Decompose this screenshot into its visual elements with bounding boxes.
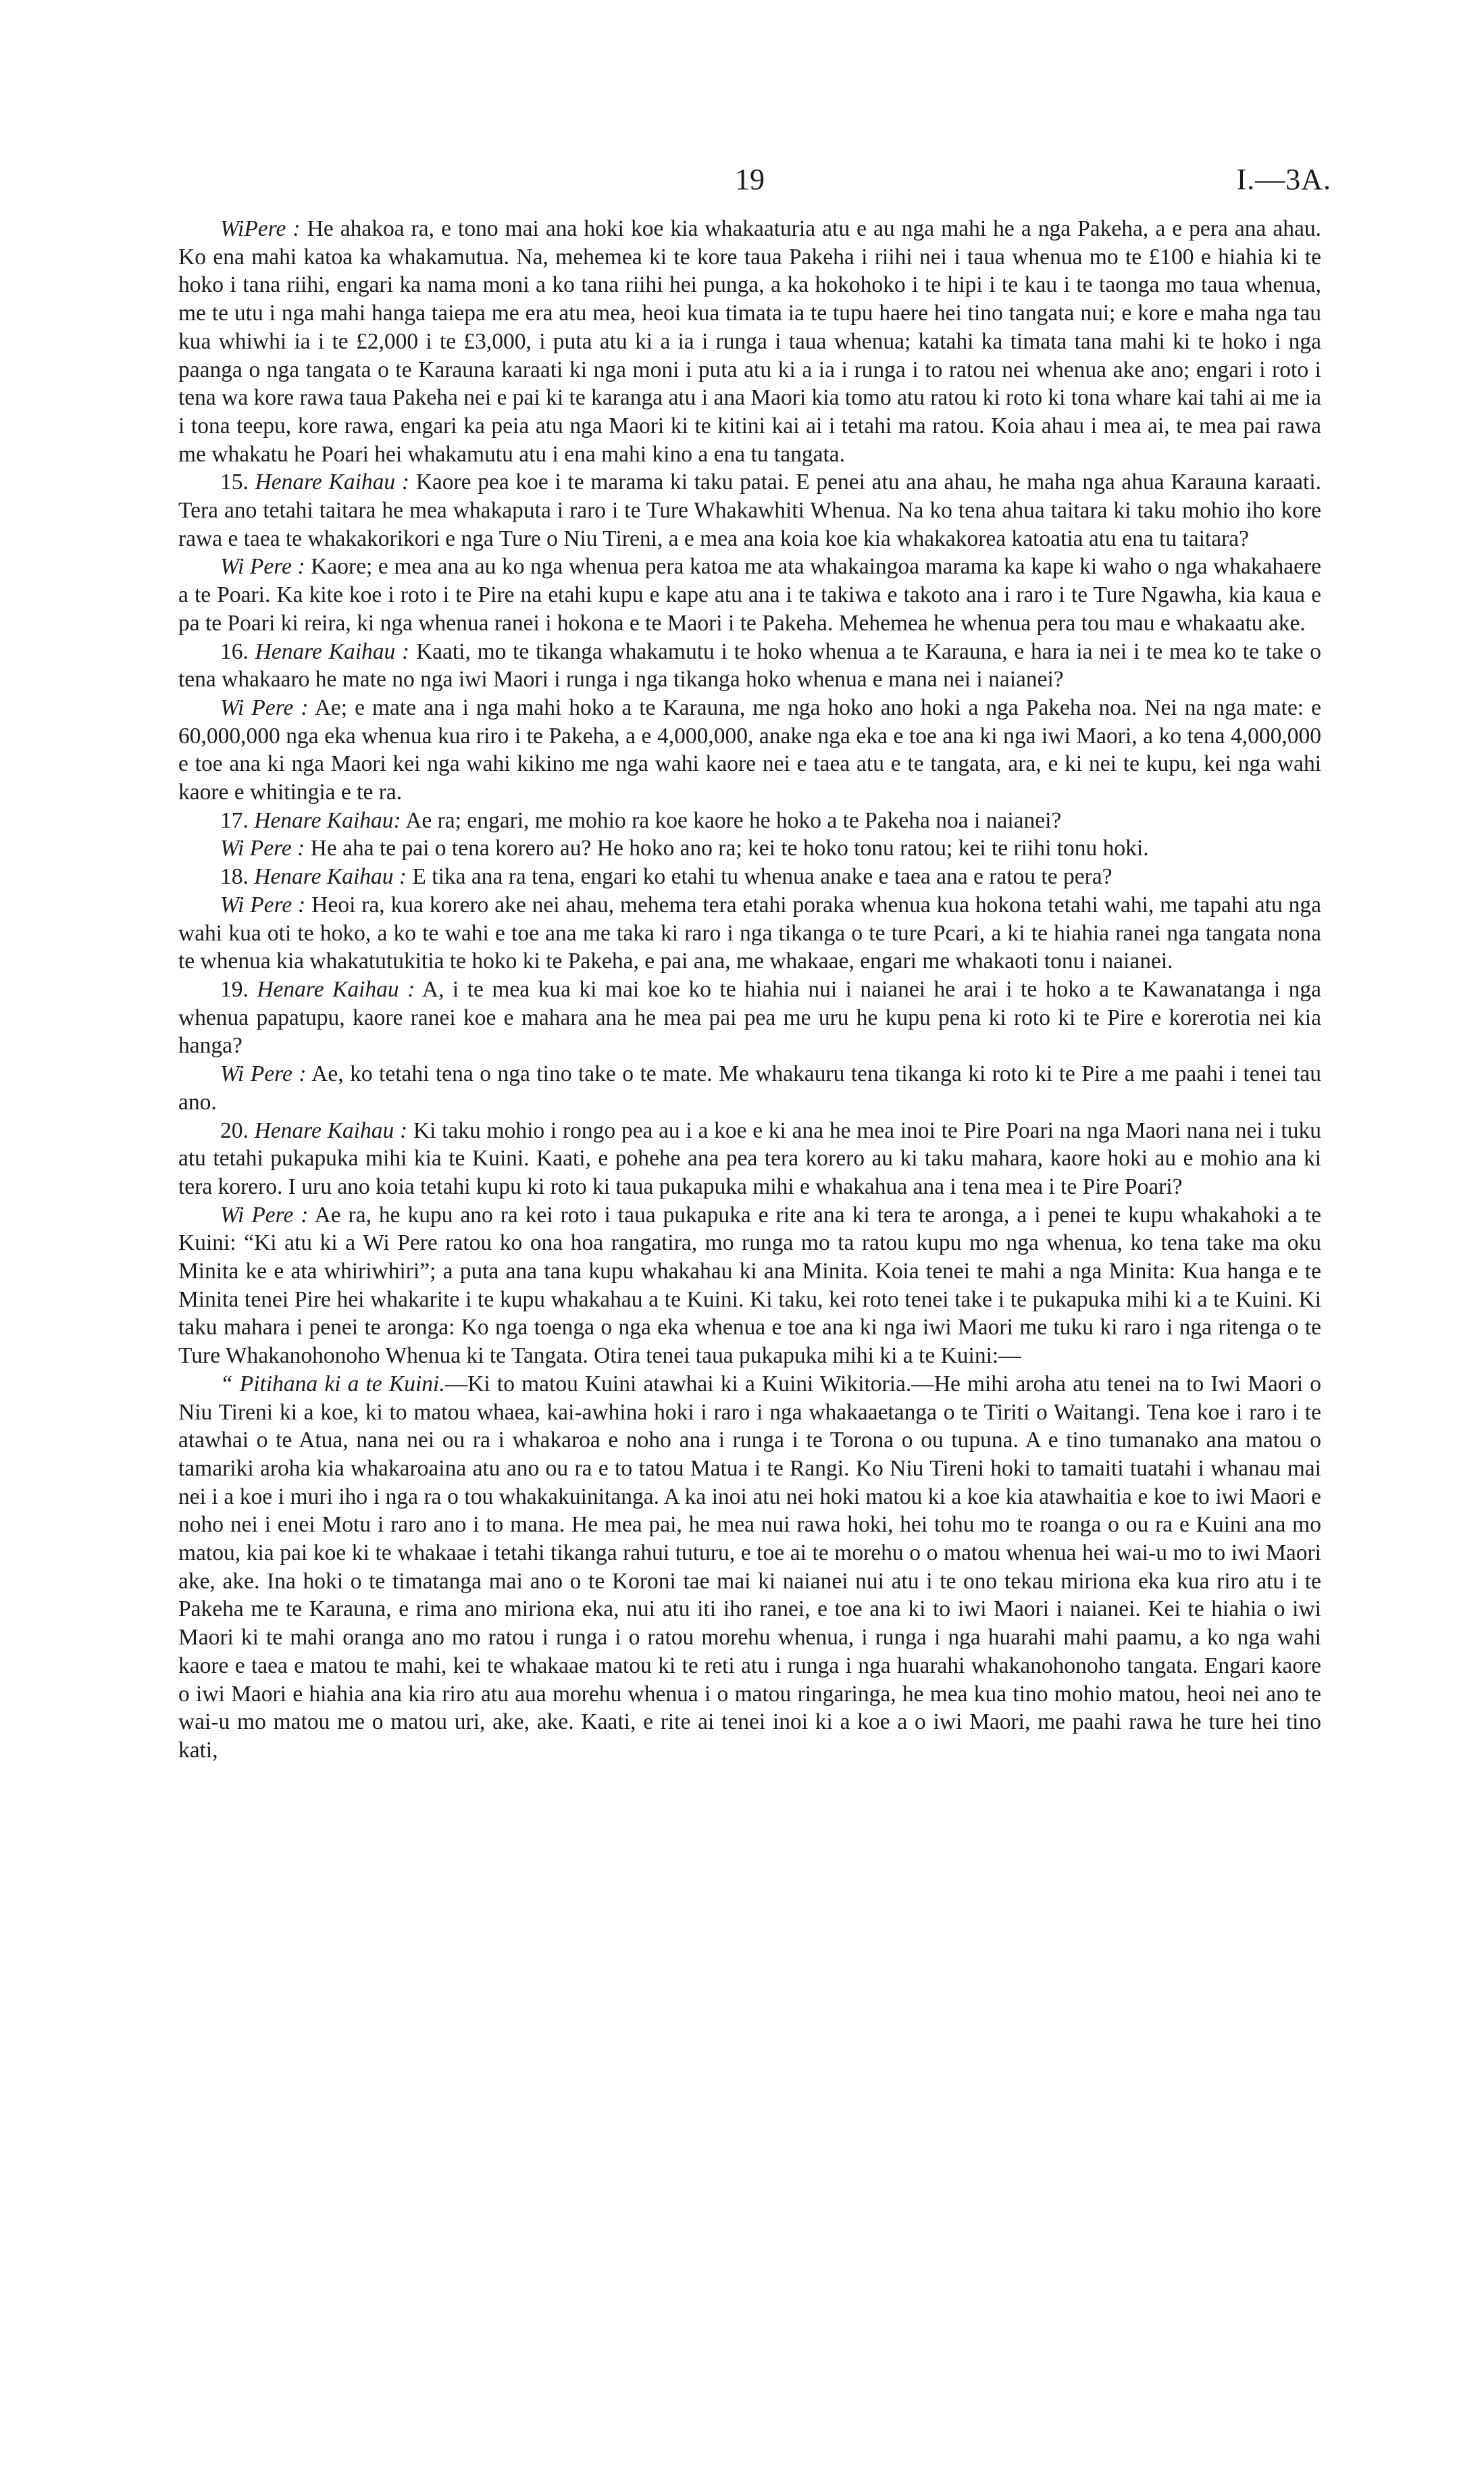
paragraph-text: He aha te pai o tena korero au? He hoko ano ra; kei te hoko tonu ratou; kei te riihi tonu hoki. [305,836,1149,861]
paragraph-text: Ae, ko tetahi tena o nga tino take o te mate. Me whakauru tena tikanga ki roto ki te Pire a me paahi i tenei tau ano. [178,1061,1321,1115]
paragraph-text: —Ki to matou Kuini atawhai ki a Kuini Wikitoria.—He mihi aroha atu tenei na to Iwi Maori o Niu Tireni ki a koe, ki to matou whaea, kai-awhina hoki i raro i nga whakaaetanga o te Tiriti o Waitangi. Tena koe i raro i te atawhai o te Atua, nana nei ou ra i whakaroa e noho ana i runga i te Torona o ou tupuna. A e tino tumanako ana matou o tamariki aroha kia whakaroaina atu ano ou ra e to tatou Matua i te Rangi. Ko Niu Tireni hoki to tamaiti tuatahi i whanau mai nei i a koe i muri iho i nga ra o tou whakakuinitanga. A ka inoi atu nei hoki matou ki a koe kia atawhaitia e koe to iwi Maori e noho nei i enei Motu i raro ano i to mana. He mea pai, he mea nui rawa hoki, hei tohu mo te roanga o ou ra e Kuini ana mo matou, kia pai koe ki te whakaae i tetahi tikanga rahui tuturu, e toe ai te morehu o o matou whenua hei wai-u mo to iwi Maori ake, ake. Ina hoki o te timatanga mai ano o te Koroni tae mai ki naianei nui atu i te ono tekau miriona eka kua riro atu i te Pakeha me te Karauna, e rima ano miriona eka, nui atu iti iho ranei, e toe ana ki to iwi Maori i naianei. Kei te hiahia o iwi Maori ki te mahi oranga ano mo ratou i runga i o ratou morehu whenua, i runga i nga huarahi mahi paamu, a ko nga wahi kaore e taea e matou te mahi, kei te whakaae matou ki te reti atu i runga i nga huarahi whakanohonoho tangata. Engari kaore o iwi Maori e hiahia ana kia riro atu aua morehu whenua i o matou ringaringa, he mea kua tino mohio matou, heoi nei ano te wai-u mo matou me o matou uri, ake, ake. Kaati, e rite ai tenei inoi ki a koe a o iwi Maori, me paahi rawa he ture hei tino kati, [178,1371,1322,1763]
paragraph-text: A, i te mea kua ki mai koe ko te hiahia nui i naianei he arai i te hoko a te Kawanatanga i nga whenua papatupu, kaore ranei koe e mahara ana he mea pai pea me uru he kupu pena ki roto ki te Pire e korerotia nei kia hanga? [178,976,1321,1059]
body-text [178,215,1321,1765]
question-number: 17. [220,807,249,833]
speaker-name: Henare Kaihau: [254,807,401,833]
speaker-name: Wi Pere : [220,1061,307,1087]
paragraph [178,638,1321,694]
speaker-name: Henare Kaihau : [255,470,410,495]
speaker-name: Wi Pere : [220,892,306,917]
paragraph [178,976,1321,1060]
paragraph-text: Ki taku mohio i rongo pea au i a koe e ki ana he mea inoi te Pire Poari na nga Maori nana nei i tuku atu tetahi pukapuka mihi kia te Kuini. Kaati, e pohehe ana pea tera korero au ki taku mahara, kaore hoki au e mohio ana ki tera korero. I uru ano koia tetahi kupu ki roto ki taua pukapuka mihi e whakahua ana i tena mea i te Pire Poari? [178,1117,1321,1199]
paragraph [178,694,1321,807]
paragraph [178,215,1321,468]
paragraph-text: Kaati, mo te tikanga whakamutu i te hoko whenua a te Karauna, e hara ia nei i te mea ko te take o tena whakaaro he mate no nga iwi Maori i runga i nga tikanga hoko whenua e mana nei i naianei? [178,638,1321,693]
paragraph [178,468,1321,553]
paragraph-text: Kaore; e mea ana au ko nga whenua pera katoa me ata whakaingoa marama ka kape ki waho o nga whakahaere a te Poari. Ka kite koe i roto i te Pire na etahi kupu e kape atu ana i te takiwa e takoto ana i raro i te Ture Ngawha, kia kaua e pa te Poari ki reira, ki nga whenua ranei i hokona e te Maori i te Pakeha. Mehemea he whenua pera tou mau e whakaatu ake. [178,554,1321,636]
paragraph-text: Kaore pea koe i te marama ki taku patai. E penei atu ana ahau, he maha nga ahua Karauna karaati. Tera ano tetahi taitara he mea whakaputa i raro i te Ture Whakawhiti Whenua. Na ko tena ahua taitara ki taku mohio iho kore rawa e taea te whakakorikori e nga Ture o Niu Tireni, a e mea ana koia koe kia whakakorea katoatia atu ena tu taitara? [178,470,1321,551]
speaker-name: Wi Pere : [220,554,305,580]
paragraph-text: He ahakoa ra, e tono mai ana hoki koe kia whakaaturia atu e au nga mahi he a nga Pakeha, a e pera ana ahau. Ko ena mahi katoa ka whakamutua. Na, mehemea ki te kore taua Pakeha i riihi nei i taua whenua mo te £100 e hiahia ki te hoko i tana riihi, engari ka nama moni a ko tana riihi hei punga, a ka hokohoko i te hipi i te kau i te taonga mo taua whenua, me te utu i nga mahi hanga taiepa me era atu mea, heoi kua timata ia te tupu haere hei tino tangata nui; e kore e maha nga tau kua whiwhi ia i te £2,000 i te £3,000, i puta atu ki a ia i runga i taua whenua; katahi ka timata tana mahi ki te hoko i nga paanga o nga tangata o te Karauna karaati ki nga moni i puta atu ki a ia i runga i to ratou nei whenua ake ano; engari i roto i tena wa kore rawa taua Pakeha nei e pai ki te karanga atu i ana Maori kia tomo atu ratou ki roto ki tona whare kai tahi ai me ia i tona teepu, kore rawa, engari ka peia atu nga Maori ki te kitini kai ai i tetahi ma ratou. Koia ahau i mea ai, te mea pai rawa me whakatu he Poari hei whakamutu atu i ena mahi kino a ena tu tangata. [178,216,1322,467]
speaker-name: Henare Kaihau : [254,864,407,890]
paragraph [178,1370,1321,1765]
question-number: 18. [220,864,249,890]
paragraph-text: Ae ra, he kupu ano ra kei roto i taua pukapuka e rite ana ki tera te aronga, a i penei te kupu whakahoki a te Kuini: “Ki atu ki a Wi Pere ratou ko ona hoa rangatira, mo runga mo ta ratou kupu mo nga whenua, ko tena take ma oku Minita ke e ata whiriwhiri”; a puta ana tana kupu whakahau ki ana Minita. Koia tenei te mahi a nga Minita: Kua hanga e te Minita tenei Pire hei whakarite i te kupu whakahau a te Kuini. Ki taku, kei roto tenei take i te pukapuka mihi ki a te Kuini. Ki taku mahara i penei te aronga: Ko nga toenga o nga eka whenua e toe ana ki nga iwi Maori me tuku ki raro i nga ritenga o te Ture Whakanohonoho Whenua ki te Tangata. Otira tenei taua pukapuka mihi ki a te Kuini:— [178,1202,1321,1369]
paragraph [178,807,1321,835]
petition-title: “ Pitihana ki a te Kuini. [220,1371,445,1396]
speaker-name: Henare Kaihau : [255,638,410,664]
speaker-name: Wi Pere : [220,695,309,720]
speaker-name: Henare Kaihau : [257,976,415,1002]
paragraph-text: E tika ana ra tena, engari ko etahi tu whenua anake e taea ana e ratou te pera? [407,864,1112,890]
paragraph [178,834,1321,863]
paragraph-text: Heoi ra, kua korero ake nei ahau, mehema tera etahi poraka whenua kua hokona tetahi wahi, me tapahi atu nga wahi kua oti te hoko, a ko te wahi e toe ana me taka ki raro i nga tikanga o te ture Pcari, a ki te hiahia ranei nga tangata nona te whenua kia whakatutukitia te hoko ki te Pakeha, e pai ana, me whakaae, engari me whakaoti tonu i naianei. [178,892,1321,974]
speaker-name: Wi Pere : [220,836,305,861]
paragraph-text: Ae ra; engari, me mohio ra koe kaore he hoko a te Pakeha noa i naianei? [401,807,1062,833]
question-number: 15. [220,470,249,495]
document-reference: I.—3A. [1236,163,1331,196]
speaker-name: WiPere : [220,216,301,241]
paragraph [178,863,1321,891]
speaker-name: Wi Pere : [220,1202,309,1228]
paragraph [178,1060,1321,1116]
speaker-name: Henare Kaihau : [254,1117,408,1143]
question-number: 19. [220,976,249,1002]
paragraph [178,891,1321,976]
question-number: 20. [220,1117,249,1143]
paragraph [178,1201,1321,1370]
paragraph-text: Ae; e mate ana i nga mahi hoko a te Karauna, me nga hoko ano hoki a nga Pakeha noa. Nei na nga mate: e 60,000,000 nga eka whenua kua riro i te Pakeha, a e 4,000,000, anake nga eka e toe ana ki nga iwi Maori, a ko tena 4,000,000 e toe ana ki nga Maori kei nga wahi kikino me nga wahi kaore nei e taea atu e te tangata, ara, e ki nei te kupu, kei nga wahi kaore e whitingia e te ra. [178,695,1321,805]
paragraph [178,1117,1321,1201]
page-number: 19 [735,163,765,196]
paragraph [178,553,1321,637]
question-number: 16. [220,638,249,664]
